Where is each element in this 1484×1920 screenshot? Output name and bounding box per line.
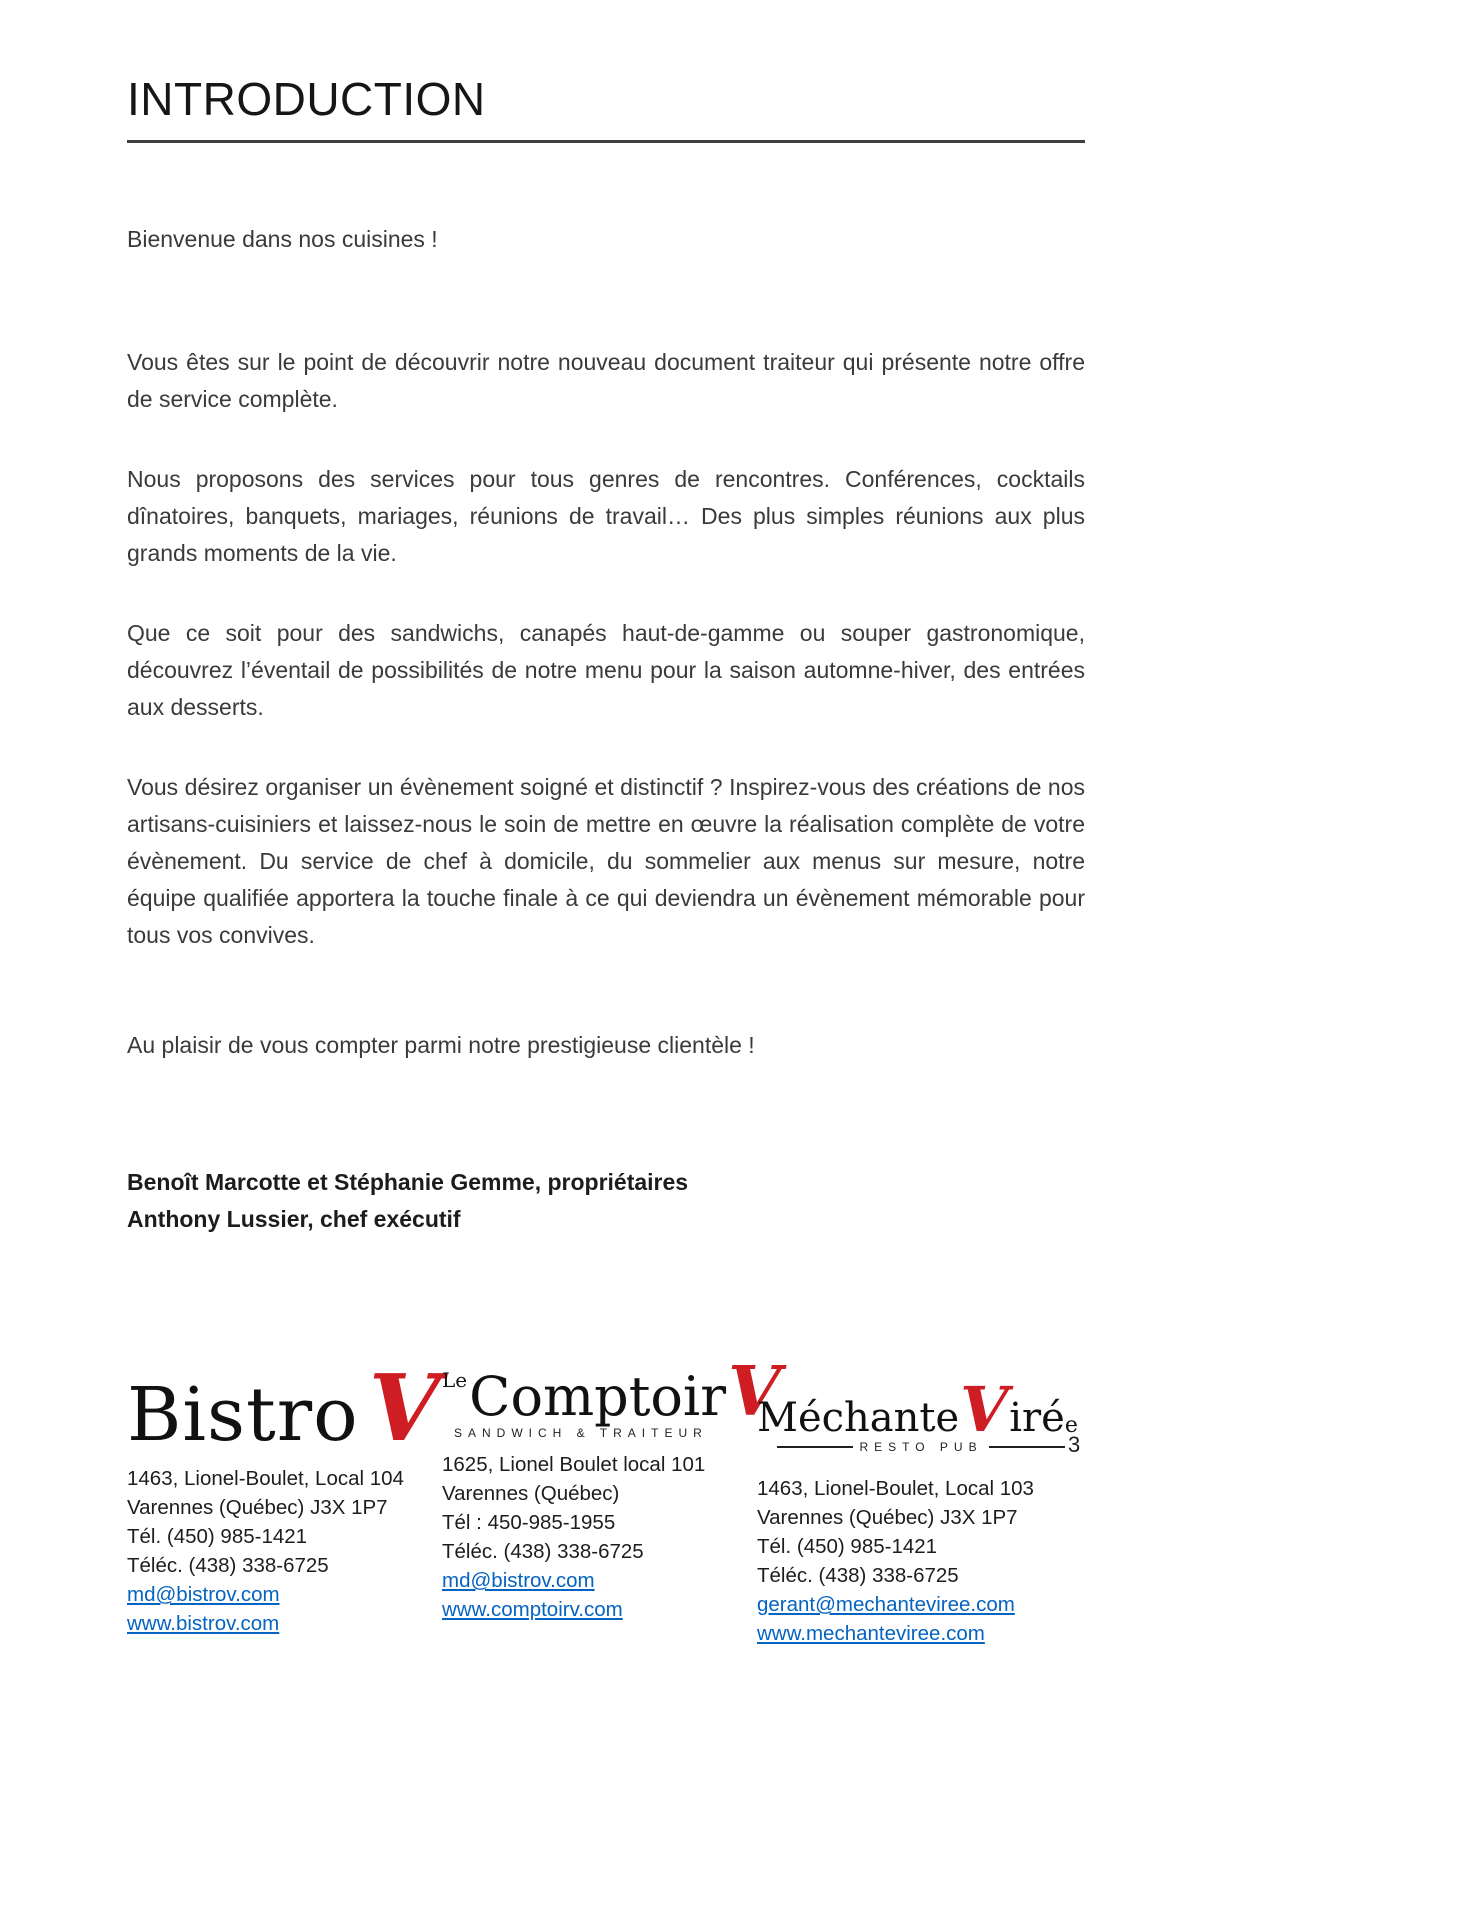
mechante-email-link[interactable]: gerant@mechanteviree.com: [757, 1593, 1015, 1616]
content-area: [127, 0, 1085, 1648]
address-line: 1463, Lionel-Boulet, Local 104: [127, 1467, 404, 1490]
mechante-viree-contact: [757, 1474, 1085, 1648]
mechante-wordmark: Méchante: [757, 1395, 960, 1441]
bistro-red-v: V: [368, 1353, 441, 1462]
comptoir-v-logo: [442, 1328, 781, 1440]
mechante-website-link[interactable]: www.mechanteviree.com: [757, 1622, 985, 1645]
bistro-website-link[interactable]: www.bistrov.com: [127, 1612, 280, 1635]
address-line: 1625, Lionel Boulet local 101: [442, 1453, 706, 1476]
comptoir-website-link[interactable]: www.comptoirv.com: [442, 1598, 623, 1621]
bistro-v-contact: [127, 1464, 442, 1638]
comptoir-le-prefix: Le: [442, 1368, 468, 1392]
viree-wordmark: iré: [1009, 1395, 1065, 1441]
location-comptoir-v: [442, 1328, 781, 1648]
signature-block: [127, 1164, 1085, 1238]
comptoir-red-v: V: [728, 1352, 781, 1432]
page-number: 3: [1068, 1432, 1081, 1457]
location-mechante-viree: [757, 1342, 1085, 1648]
mechante-viree-logo: [757, 1342, 1085, 1454]
phone-line: Tél : 450-985-1955: [442, 1511, 616, 1534]
phone-line: Tél. (450) 985-1421: [127, 1525, 308, 1548]
paragraph-4: Vous désirez organiser un évènement soigné et distinctif ? Inspirez-vous des créations de nos artisans-cuisiniers et laissez-nous le soin de mettre en œuvre la réalisation complète de votre évènement. Du service de chef à domicile, du sommelier aux menus sur mesure, notre équipe qualifiée apportera la touche finale à ce qui deviendra un évènement mémorable pour tous vos convives.: [127, 774, 1085, 948]
comptoir-tagline: SANDWICH & TRAITEUR: [442, 1426, 702, 1440]
signature-chef: Anthony Lussier, chef exécutif: [127, 1206, 461, 1232]
locations-row: [127, 1338, 1085, 1648]
greeting-text: Bienvenue dans nos cuisines !: [127, 226, 438, 252]
bistro-email-link[interactable]: md@bistrov.com: [127, 1583, 280, 1606]
mechante-viree-logo-text: [757, 1373, 1085, 1446]
fax-line: Téléc. (438) 338-6725: [757, 1564, 959, 1587]
page-title: INTRODUCTION: [127, 72, 1085, 143]
bistro-wordmark: Bistro: [127, 1371, 359, 1458]
phone-line: Tél. (450) 985-1421: [757, 1535, 938, 1558]
fax-line: Téléc. (438) 338-6725: [442, 1540, 644, 1563]
mechante-red-v: V: [960, 1373, 1009, 1446]
viree-small-e: e: [1064, 1413, 1078, 1438]
paragraph-3: Que ce soit pour des sandwichs, canapés haut-de-gamme ou souper gastronomique, découvrez l’éventail de possibilités de notre menu pour la saison automne-hiver, des entrées aux desserts.: [127, 620, 1085, 720]
location-bistro-v: [127, 1338, 442, 1648]
closing-text: Au plaisir de vous compter parmi notre prestigieuse clientèle !: [127, 1032, 755, 1058]
comptoir-v-logo-text: [442, 1352, 781, 1432]
signature-owners: Benoît Marcotte et Stéphanie Gemme, propriétaires: [127, 1169, 689, 1195]
address-line: Varennes (Québec) J3X 1P7: [127, 1496, 388, 1519]
address-line: Varennes (Québec): [442, 1482, 620, 1505]
mechante-tagline: RESTO PUB: [771, 1440, 1071, 1454]
comptoir-email-link[interactable]: md@bistrov.com: [442, 1569, 595, 1592]
comptoir-wordmark: Comptoir: [469, 1365, 727, 1428]
paragraph-1: Vous êtes sur le point de découvrir notre nouveau document traiteur qui présente notre offre de service complète.: [127, 349, 1085, 412]
bistro-v-logo: [127, 1338, 442, 1462]
paragraph-2: Nous proposons des services pour tous genres de rencontres. Conférences, cocktails dînatoires, banquets, mariages, réunions de travail… Des plus simples réunions aux plus grands moments de la vie.: [127, 466, 1085, 566]
fax-line: Téléc. (438) 338-6725: [127, 1554, 329, 1577]
comptoir-v-contact: [442, 1450, 757, 1624]
bistro-v-logo-text: [127, 1353, 442, 1462]
address-line: 1463, Lionel-Boulet, Local 103: [757, 1477, 1034, 1500]
address-line: Varennes (Québec) J3X 1P7: [757, 1506, 1018, 1529]
